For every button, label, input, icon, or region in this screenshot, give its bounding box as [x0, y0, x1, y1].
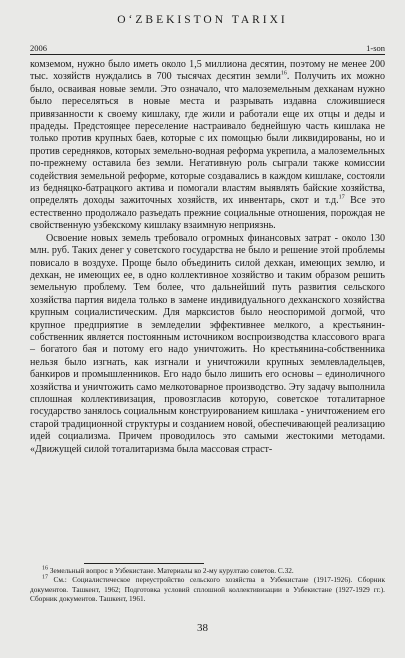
footnote-text: Земельный вопрос в Узбекистане. Материалы ко 2-му курултаю советов. С.32. — [48, 566, 294, 575]
footnote-17 — [30, 575, 385, 603]
paragraph-1-part-a: комземом, нужно было иметь около 1,5 миллиона десятин, поэтому не менее 200 тыс. хозяйств нуждались в 700 тысячах десятин земли — [30, 59, 385, 83]
page-number: 38 — [197, 622, 208, 634]
footnotes — [30, 566, 385, 604]
paragraph-2: Освоение новых земель требовало огромных финансовых затрат - около 130 млн. руб. Таких денег у советского государства не было и решение этой проблемы повисало в воздухе. Проще было объединить силой дехкан, имеющих землю, и дехкан, не имеющих ее, в одно коллективное хозяйство и таким образом решить земельную проблему. Тем более, что дальнейший путь развития сельского хозяйства партия видела только в замене индивидуального дехканского хозяйства крупным социалистическим. Для марксистов было неоспоримой догмой, что крупное предприятие в земледелии эффективнее мелкого, а крестьянин-собственник является постоянным источником воспроизводства классового врага – богатого бая и потому его надо уничтожить. Но крестьянина-собственника нельзя было изгнать, как изгнали и уничтожили крупных землевладельцев, банкиров и промышленников. Его надо было лишить его основы – единоличного хозяйства и уничтожить само мелкотоварное производство. Эту задачу выполнила сплошная коллективизация, провозгласив которую, советское тоталитарное государство занялось социальным конструированием кишлака - уничтожением его старой традиционной структуры и созданием новой, обеспечивающей реализацию идей социализма. Причем проводилось это самыми жестокими методами. «Движущей силой тоталитаризма была массовая страст- — [30, 232, 385, 455]
header-rule — [30, 54, 385, 55]
journal-title: O‘ZBEKISTON TARIXI — [117, 14, 288, 26]
paragraph-1-part-c: Все это естественно продолжало разъедать прежние социальные отношения, порождая не свойственную узбекскому кишлаку взаимную неприязнь. — [30, 195, 385, 232]
footnote-rule — [84, 563, 204, 564]
footnote-ref-16: 16 — [280, 71, 287, 78]
footnote-text: См.: Социалистическое переустройство сельского хозяйства в Узбекистане (1917-1926). Сборник документов. Ташкент, 1962; Подготовка условий сплошной коллективизации в Узбекистане (1927-1929 гг.). Сборник документов. Ташкент, 1961. — [30, 575, 385, 604]
footnote-ref-17: 17 — [338, 195, 345, 202]
paragraph-1-part-b: . Получить их можно было, осваивая новые земли. Это означало, что малоземельным дехканам нужно было переселяться в новые места и разрывать издавна сложившиеся привязанности к своему кишлаку, где жили и работали еще их отцы и деды и прадеды. Предстоящее переселение настраивало беднейшую часть кишлака не только против крупных баев, которые с их помощью были ликвидированы, но и против середняков, которых земельно-водная реформа укрепила, а малоземельных по-прежнему оставила без земли. Негативную роль сыграли также комиссии содействия земельной реформе, которые создавались в каждом кишлаке, состояли из бедняцко-батрацкого актива и помогали властям выявлять байские хозяйства, определять доходы зажиточных хозяйств, их инвентарь, скот и т.д. — [30, 71, 385, 207]
issue-number: 1-son — [366, 43, 385, 53]
footnote-marker: 16 — [42, 565, 48, 572]
footnote-marker: 17 — [42, 574, 48, 581]
publication-year: 2006 — [30, 43, 47, 53]
article-body — [30, 59, 385, 456]
paragraph-1 — [30, 59, 385, 233]
footnote-16 — [30, 566, 385, 575]
